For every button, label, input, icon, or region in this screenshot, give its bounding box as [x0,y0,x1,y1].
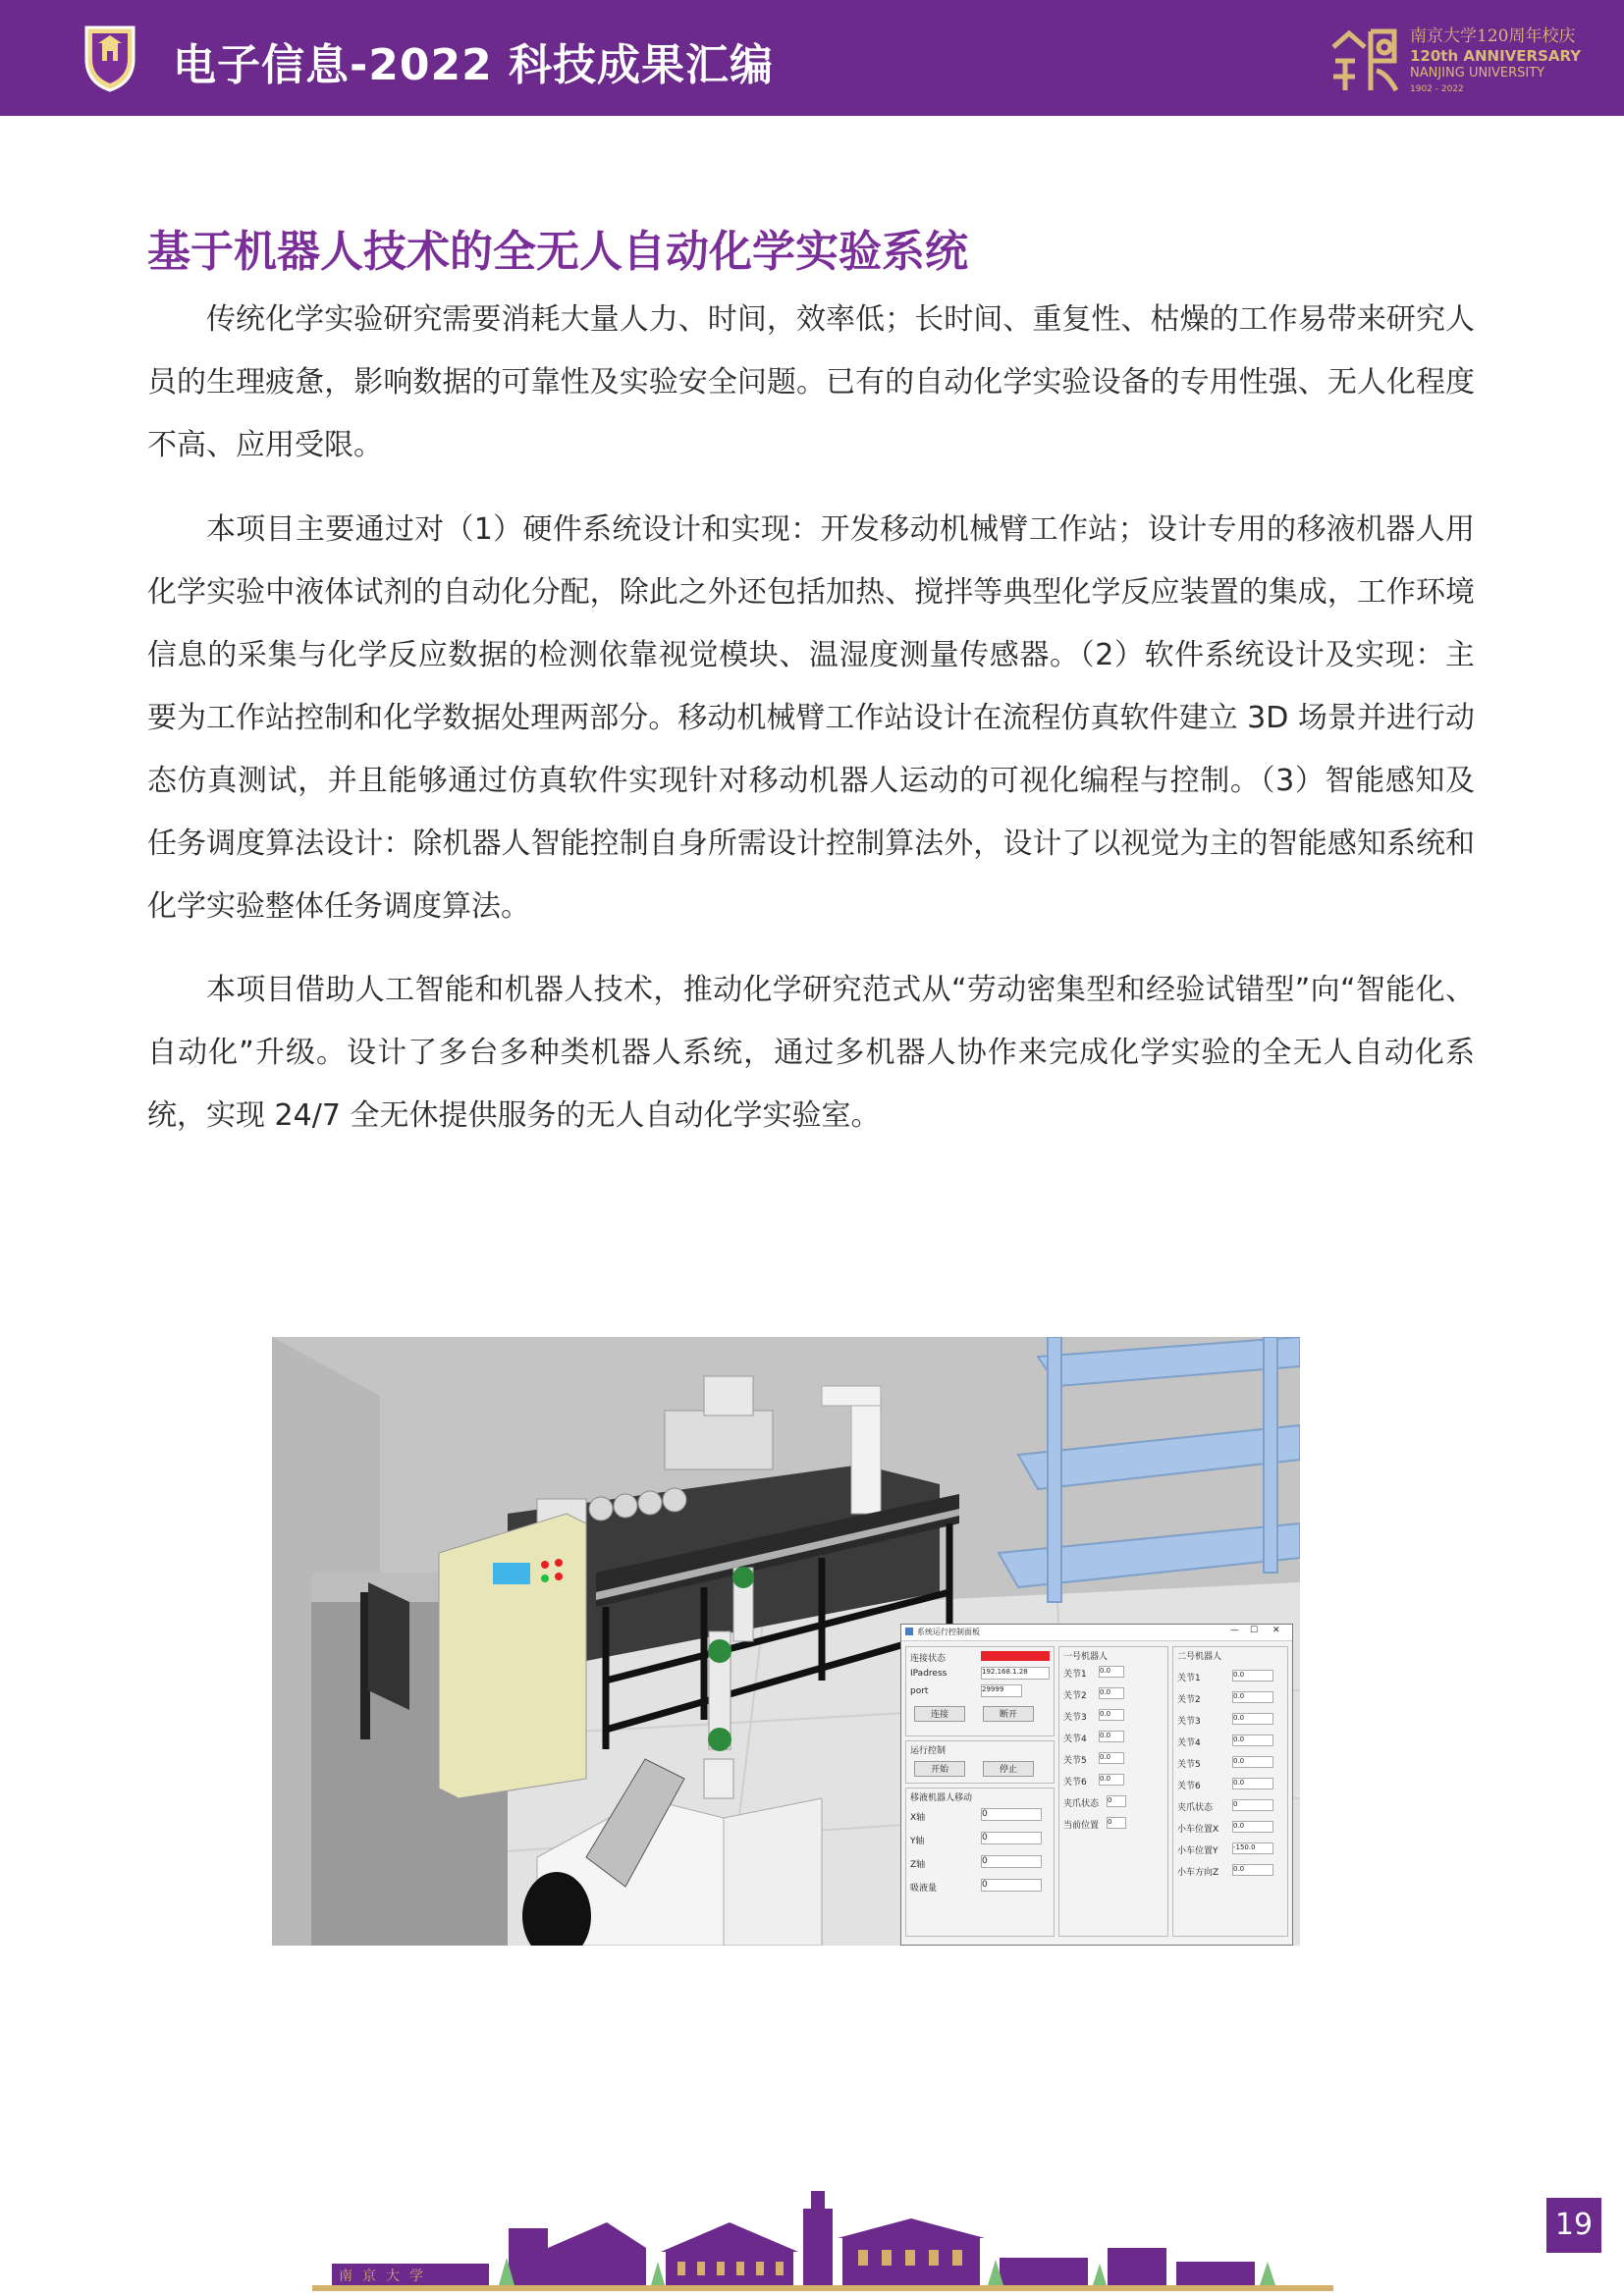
robot-2-row [1177,1843,1256,1856]
robot-2-joint-label: 关节4 [1177,1738,1201,1748]
robot-1-row [1063,1753,1111,1766]
robot-2-group [1172,1646,1288,1937]
robot-2-joint-field[interactable]: 0.0 [1232,1756,1273,1768]
simulation-figure [272,1337,1300,1946]
robot-2-row [1177,1865,1245,1878]
cabinet-screen-icon [493,1563,530,1584]
port-field[interactable]: 29999 [981,1684,1022,1697]
robot-1-row [1063,1796,1112,1809]
x-axis-field[interactable]: 0 [981,1808,1042,1821]
paragraph-2: 本项目主要通过对（1）硬件系统设计和实现：开发移动机械臂工作站；设计专用的移液机器人用化学实验中液体试剂的自动化分配，除此之外还包括加热、搅拌等典型化学反应装置的集成，工作环境信息的采集与化学反应数据的检测依靠视觉模块、温湿度测量传感器。（2）软件系统设计及实现：主要为工作站控制和化学数据处理两部分。移动机械臂工作站设计在流程仿真软件建立 3D 场景并进行动态仿真测试，并且能够通过仿真软件实现针对移动机器人运动的可视化编程与控制。（3）智能感知及任务调度算法设计：除机器人智能控制自身所需设计控制算法外，设计了以视觉为主的智能感知系统和化学实验整体任务调度算法。 [147,512,1475,924]
volume-field[interactable]: 0 [981,1879,1042,1892]
robot-2-row [1177,1735,1245,1748]
robot-1-joint-field[interactable]: 0.0 [1099,1752,1124,1764]
run-control-label: 运行控制 [910,1746,947,1756]
robot-1-title: 一号机器人 [1063,1652,1109,1662]
robot-2-joint-field[interactable]: 0.0 [1232,1691,1273,1703]
status-label: 连接状态 [910,1654,947,1664]
minimize-button[interactable]: — [1230,1626,1239,1635]
anniversary-line-2: 120th ANNIVERSARY [1410,47,1582,65]
robot-1-row [1063,1775,1111,1788]
robot-2-cart-z-field[interactable]: 0.0 [1232,1864,1273,1876]
window-titlebar [901,1625,1292,1641]
robot-2-joint-field[interactable]: 0.0 [1232,1670,1273,1682]
robot-2-row [1177,1822,1245,1835]
stop-button[interactable]: 停止 [983,1761,1034,1777]
anniversary-years: 1902 - 2022 [1410,84,1464,94]
z-axis-field[interactable]: 0 [981,1855,1042,1868]
robot-2-row [1177,1714,1245,1727]
campus-skyline-icon [312,2179,1333,2296]
status-indicator [981,1651,1050,1661]
z-axis-label: Z轴 [910,1860,926,1870]
header-bar [0,0,1624,116]
robot-2-joint-label: 关节6 [1177,1782,1201,1791]
connect-button[interactable]: 连接 [914,1706,965,1722]
robot-1-joint-label: 关节4 [1063,1735,1087,1744]
footer-calligraphy: 南京大学 [339,2269,433,2284]
university-crest-icon [82,22,137,92]
robot-2-cart-x-label: 小车位置X [1177,1825,1219,1835]
robot-1-joint-label: 关节3 [1063,1713,1087,1723]
robot-2-row [1177,1757,1245,1770]
window-app-icon [905,1628,913,1635]
robot-1-joint-field[interactable]: 0.0 [1099,1774,1124,1786]
robot-2-title: 二号机器人 [1177,1652,1222,1662]
article-title: 基于机器人技术的全无人自动化学实验系统 [147,227,968,277]
anniversary-logo [1326,20,1591,100]
robot-1-gripper-field[interactable]: 0 [1107,1795,1126,1807]
robot-2-joint-field[interactable]: 0.0 [1232,1735,1273,1746]
robot-1-row [1063,1688,1111,1701]
pipette-move-label: 移液机器人移动 [910,1793,973,1803]
robot-2-cart-x-field[interactable]: 0.0 [1232,1821,1273,1833]
window-title: 系统运行控制面板 [917,1628,980,1636]
robot-2-joint-field[interactable]: 0.0 [1232,1713,1273,1725]
robot-2-joint-label: 关节3 [1177,1717,1201,1727]
header-title: 电子信息-2022 科技成果汇编 [173,40,775,90]
robot-1-group [1058,1646,1168,1937]
ip-label: IPadress [910,1669,947,1679]
robot-1-joint-field[interactable]: 0.0 [1099,1666,1124,1678]
ip-field[interactable]: 192.168.1.28 [981,1667,1050,1680]
volume-label: 吸液量 [910,1884,938,1894]
robot-2-cart-y-label: 小车位置Y [1177,1846,1218,1856]
robot-2-gripper-field[interactable]: 0 [1232,1799,1273,1811]
robot-2-row [1177,1692,1245,1705]
close-button[interactable]: ✕ [1272,1626,1280,1635]
x-axis-label: X轴 [910,1813,926,1823]
control-panel-window [900,1624,1293,1946]
anniversary-emblem-icon [1326,22,1404,98]
port-label: port [910,1686,929,1696]
robot-1-joint-label: 关节2 [1063,1691,1087,1701]
y-axis-label: Y轴 [910,1837,925,1846]
paragraph-3: 本项目借助人工智能和机器人技术，推动化学研究范式从“劳动密集型和经验试错型”向“智能化、自动化”升级。设计了多台多种类机器人系统，通过多机器人协作来完成化学实验的全无人自动化系统，实现 24/7 全无休提供服务的无人自动化学实验室。 [147,973,1475,1133]
robot-1-joint-field[interactable]: 0.0 [1099,1731,1124,1742]
robot-1-joint-label: 关节5 [1063,1756,1087,1766]
robot-2-joint-label: 关节1 [1177,1674,1201,1683]
robot-1-gripper-label: 夹爪状态 [1063,1799,1100,1809]
robot-1-position-field[interactable]: 0 [1107,1817,1126,1829]
y-axis-field[interactable]: 0 [981,1832,1042,1844]
start-button[interactable]: 开始 [914,1761,965,1777]
robot-2-joint-label: 关节2 [1177,1695,1201,1705]
robot-1-row [1063,1818,1112,1831]
robot-1-joint-field[interactable]: 0.0 [1099,1709,1124,1721]
robot-1-joint-field[interactable]: 0.0 [1099,1687,1124,1699]
anniversary-line-3: NANJING UNIVERSITY [1410,66,1545,80]
robot-1-row [1063,1667,1111,1680]
connection-group [905,1646,1055,1736]
robot-2-joint-label: 关节5 [1177,1760,1201,1770]
robot-2-cart-z-label: 小车方向Z [1177,1868,1219,1878]
robot-1-joint-label: 关节6 [1063,1778,1087,1788]
robot-2-gripper-label: 夹爪状态 [1177,1803,1214,1813]
robot-1-joint-label: 关节1 [1063,1670,1087,1680]
robot-2-row [1177,1800,1238,1813]
robot-1-row [1063,1710,1111,1723]
run-control-group [905,1740,1055,1784]
robot-2-row [1177,1779,1245,1791]
robot-2-cart-y-field[interactable]: -150.0 [1232,1842,1273,1854]
anniversary-line-1: 南京大学120周年校庆 [1410,27,1576,46]
robot-2-row [1177,1671,1245,1683]
paragraph-1: 传统化学实验研究需要消耗大量人力、时间，效率低；长时间、重复性、枯燥的工作易带来研究人员的生理疲惫，影响数据的可靠性及实验安全问题。已有的自动化学实验设备的专用性强、无人化程度不高、应用受限。 [147,302,1475,462]
page-number: 19 [1546,2198,1601,2253]
robot-1-position-label: 当前位置 [1063,1821,1100,1831]
robot-2-joint-field[interactable]: 0.0 [1232,1778,1273,1789]
pipette-move-group [905,1788,1055,1937]
maximize-button[interactable]: ☐ [1250,1626,1259,1635]
disconnect-button[interactable]: 断开 [983,1706,1034,1722]
robot-1-row [1063,1732,1111,1744]
